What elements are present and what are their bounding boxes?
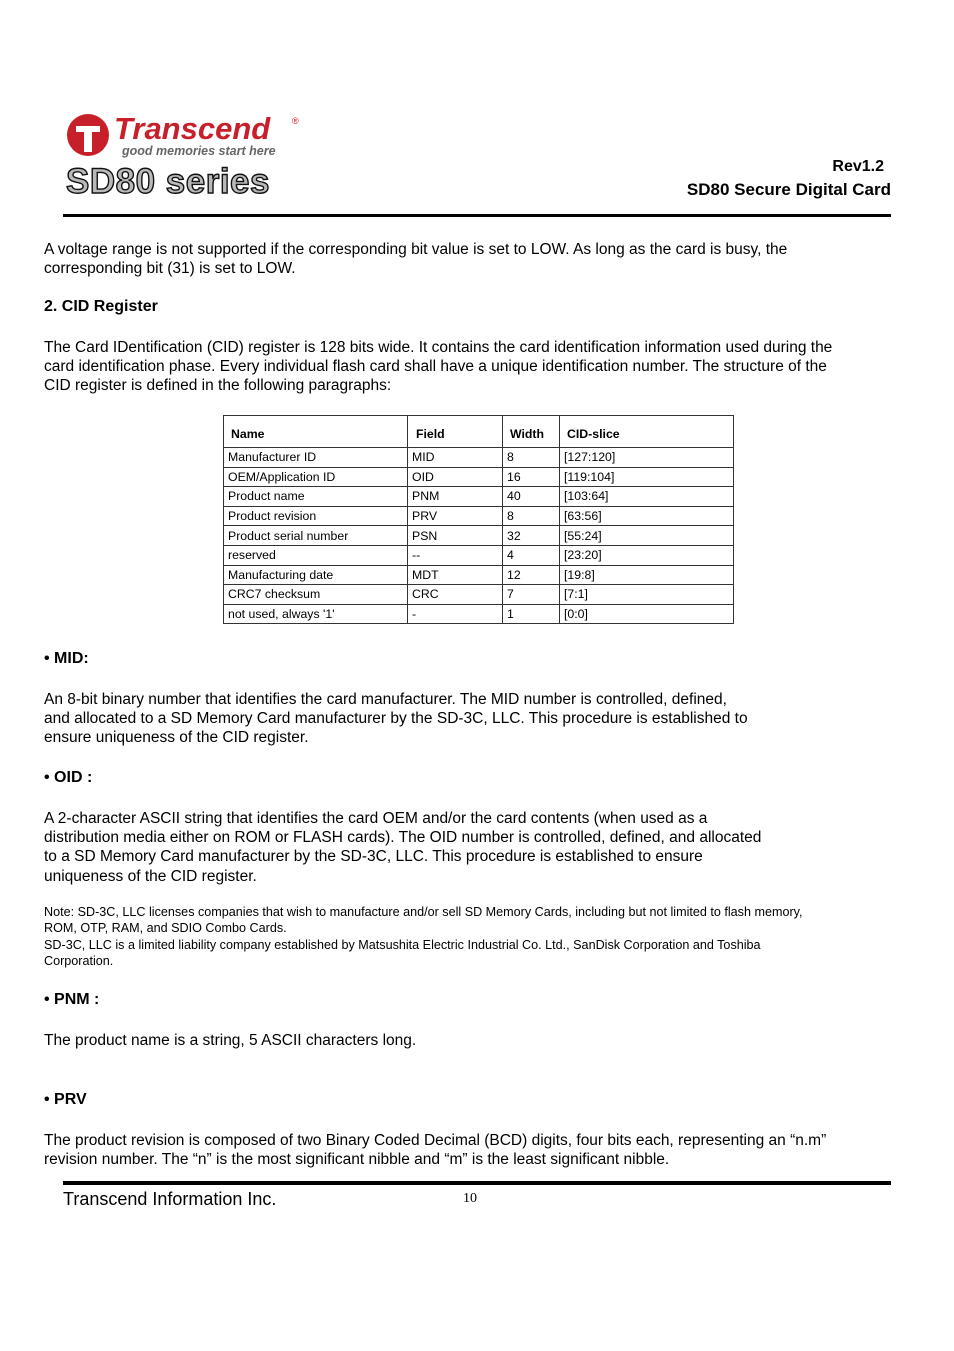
table-row — [224, 448, 734, 468]
table-cell: Product revision — [224, 506, 408, 526]
table-cell: [103:64] — [560, 487, 734, 507]
prv-heading: • PRV — [44, 1091, 87, 1108]
table-cell: 8 — [503, 506, 560, 526]
table-header-cell: CID-slice — [560, 416, 734, 448]
table-cell: reserved — [224, 545, 408, 565]
table-row — [224, 526, 734, 546]
table-header-cell: Width — [503, 416, 560, 448]
table-cell: MID — [408, 448, 503, 468]
pnm-paragraph: The product name is a string, 5 ASCII characters long. — [44, 1032, 417, 1049]
table-header-cell: Field — [408, 416, 503, 448]
table-cell: Manufacturer ID — [224, 448, 408, 468]
table-cell: 7 — [503, 585, 560, 605]
table-cell: [55:24] — [560, 526, 734, 546]
table-cell: OID — [408, 467, 503, 487]
table-cell: CRC — [408, 585, 503, 605]
table-cell: PNM — [408, 487, 503, 507]
footer-company: Transcend Information Inc. — [63, 1189, 277, 1209]
table-header-row — [224, 416, 734, 448]
table-cell: 16 — [503, 467, 560, 487]
mid-paragraph: An 8-bit binary number that identifies the card manufacturer. The MID number is controlled, defined, and allocated to a SD Memory Card manufacturer by the SD-3C, LLC. This procedure is established to ensure uniqueness of the CID register. — [44, 691, 748, 747]
series-title: SD80 series — [66, 162, 270, 201]
table-row — [224, 565, 734, 585]
pnm-heading: • PNM : — [44, 991, 100, 1008]
table-cell: -- — [408, 545, 503, 565]
table-cell: [127:120] — [560, 448, 734, 468]
table-header-cell: Name — [224, 416, 408, 448]
cid-table — [223, 415, 734, 624]
table-cell: PSN — [408, 526, 503, 546]
table-cell: 4 — [503, 545, 560, 565]
table-cell: [63:56] — [560, 506, 734, 526]
logo-text: Transcend — [114, 112, 271, 146]
svg-text:®: ® — [292, 116, 299, 126]
table-cell: [23:20] — [560, 545, 734, 565]
table-cell: not used, always '1' — [224, 604, 408, 624]
table-cell: [119:104] — [560, 467, 734, 487]
table-cell: [7:1] — [560, 585, 734, 605]
table-cell: CRC7 checksum — [224, 585, 408, 605]
table-cell: 1 — [503, 604, 560, 624]
page-number: 10 — [463, 1191, 477, 1206]
footer-divider — [63, 1181, 891, 1185]
table-cell: Product serial number — [224, 526, 408, 546]
intro-paragraph: A voltage range is not supported if the corresponding bit value is set to LOW. As long as the card is busy, the corresponding bit (31) is set to LOW. — [44, 241, 788, 278]
table-row — [224, 506, 734, 526]
oid-paragraph: A 2-character ASCII string that identifies the card OEM and/or the card contents (when used as a distribution media either on ROM or FLASH cards). The OID number is controlled, defined, and allocated to a SD Memory Card manufacturer by the SD-3C, LLC. This procedure is established to ensure uniqueness of the CID register. — [44, 810, 762, 885]
header-divider — [63, 214, 891, 217]
prv-paragraph: The product revision is composed of two Binary Coded Decimal (BCD) digits, four bits each, representing an “n.m” revision number. The “n” is the most significant nibble and “m” is the least significant nibble. — [44, 1132, 827, 1169]
note-paragraph: Note: SD-3C, LLC licenses companies that wish to manufacture and/or sell SD Memory Cards, including but not limited to flash memory, ROM, OTP, RAM, and SDIO Combo Cards. SD-3C, LLC is a limited liability company established by Matsushita Electric Industrial Co. Ltd., SanDisk Corporation and Toshiba Corporation. — [44, 905, 803, 968]
table-cell: 8 — [503, 448, 560, 468]
document-title: SD80 Secure Digital Card — [686, 180, 891, 199]
table-row — [224, 467, 734, 487]
table-cell: Product name — [224, 487, 408, 507]
cid-intro-paragraph: The Card IDentification (CID) register is 128 bits wide. It contains the card identification information used during the card identification phase. Every individual flash card shall have a unique identification number. The structure of the CID register is defined in the following paragraphs: — [44, 339, 833, 395]
table-cell: MDT — [408, 565, 503, 585]
table-cell: [0:0] — [560, 604, 734, 624]
table-row — [224, 585, 734, 605]
cid-heading: 2. CID Register — [44, 298, 158, 315]
table-row — [224, 487, 734, 507]
transcend-logo — [66, 112, 306, 162]
table-cell: Manufacturing date — [224, 565, 408, 585]
logo-mark-icon — [66, 112, 306, 162]
mid-heading: • MID: — [44, 650, 89, 667]
table-cell: OEM/Application ID — [224, 467, 408, 487]
logo-tagline: good memories start here — [122, 144, 276, 158]
table-cell: [19:8] — [560, 565, 734, 585]
table-cell: PRV — [408, 506, 503, 526]
table-cell: 40 — [503, 487, 560, 507]
table-cell: 32 — [503, 526, 560, 546]
oid-heading: • OID : — [44, 769, 93, 786]
table-row — [224, 604, 734, 624]
table-row — [224, 545, 734, 565]
table-cell: 12 — [503, 565, 560, 585]
revision: Rev1.2 — [832, 158, 884, 175]
table-cell: - — [408, 604, 503, 624]
